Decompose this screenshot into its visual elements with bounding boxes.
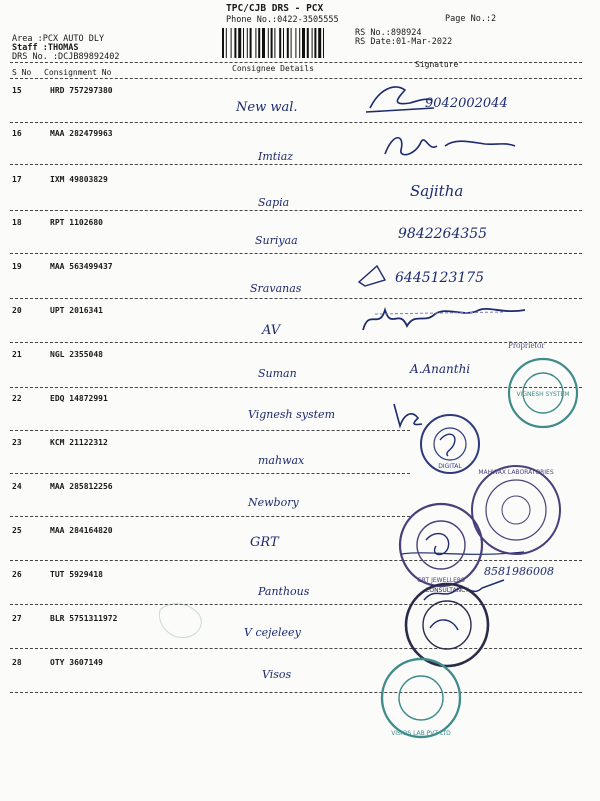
signature-16 <box>375 128 525 164</box>
row-sno: 18 <box>12 218 22 227</box>
row-signature-text: 6445123175 <box>395 270 485 286</box>
sheet-title: TPC/CJB DRS - PCX <box>226 3 324 14</box>
row-consignment: MAA 285812256 <box>50 482 113 491</box>
row-divider <box>10 342 582 343</box>
page-number: Page No.:2 <box>445 14 497 24</box>
col-consignment: Consignment No <box>44 68 112 77</box>
row-divider <box>10 516 410 517</box>
row-divider <box>10 387 582 388</box>
grt-stamp <box>396 500 486 590</box>
row-divider <box>10 430 410 431</box>
row-consignment: HRD 757297380 <box>50 86 113 95</box>
rs-date: RS Date:01-Mar-2022 <box>355 37 453 47</box>
row-consignment: IXM 49803829 <box>50 175 108 184</box>
row-sno: 25 <box>12 526 22 535</box>
visios-lab-stamp <box>378 655 464 741</box>
row-sno: 21 <box>12 350 22 359</box>
row-sno: 16 <box>12 129 22 138</box>
phone-number: Phone No.:0422-3505555 <box>226 15 339 25</box>
row-divider <box>10 164 582 165</box>
row-signature-text: Sajitha <box>410 182 464 200</box>
col-sno: S No <box>12 68 32 77</box>
row-consignment: BLR 5751311972 <box>50 614 118 623</box>
row-divider <box>10 122 582 123</box>
consultancy-stamp-text: CONSULTANCY <box>425 587 469 594</box>
row-consignment: KCM 21122312 <box>50 438 108 447</box>
row-divider <box>10 210 582 211</box>
row-consignee-name: Suriyaa <box>255 234 298 247</box>
row-consignment: OTY 3607149 <box>50 658 103 667</box>
visios-stamp-text: VISIOS LAB PVT LTD <box>391 730 451 737</box>
row-consignee-name: Sapia <box>258 196 290 209</box>
row-consignment: UPT 2016341 <box>50 306 103 315</box>
row-consignee-name: Panthous <box>258 585 310 598</box>
row-consignee-name: GRT <box>250 535 279 550</box>
row-consignment: MAA 282479963 <box>50 129 113 138</box>
row-signature-text: 9842264355 <box>398 226 488 242</box>
digital-stamp-text: DIGITAL <box>438 463 462 470</box>
row-consignment: EDQ 14872991 <box>50 394 108 403</box>
row-consignment: NGL 2355048 <box>50 350 103 359</box>
row-consignee-name: Vignesh system <box>248 408 335 421</box>
row-sno: 15 <box>12 86 22 95</box>
col-consignee: Consignee Details <box>232 64 314 73</box>
row-consignee-name: Sravanas <box>250 282 302 295</box>
row-consignee-name: AV <box>262 323 281 338</box>
row-divider <box>10 692 582 693</box>
row-consignee-name: Newbory <box>248 496 299 509</box>
row-signature-text: 8581986008 <box>484 565 554 578</box>
row-sno: 26 <box>12 570 22 579</box>
row-divider <box>10 253 582 254</box>
row-consignee-name: Imtiaz <box>258 150 294 163</box>
row-sno: 19 <box>12 262 22 271</box>
row-consignee-name: mahwax <box>258 454 305 467</box>
barcode-graphic <box>222 28 350 58</box>
row-consignment: MAA 563499437 <box>50 262 113 271</box>
staff-label: Staff : <box>12 43 48 53</box>
signature-20 <box>355 300 535 340</box>
row-consignee-name: Suman <box>258 367 297 380</box>
row-consignee-name: Visos <box>262 668 292 681</box>
area-label: Area :PCX AUTO DLY <box>12 34 105 44</box>
row-consignment: TUT 5929418 <box>50 570 103 579</box>
row-consignment: MAA 284164820 <box>50 526 113 535</box>
row-divider <box>10 560 582 561</box>
faint-stamp-smudge <box>150 590 220 650</box>
row-consignee-name: New wal. <box>236 100 298 115</box>
grt-stamp-text: GRT JEWELLERS <box>417 577 465 584</box>
row-sno: 17 <box>12 175 22 184</box>
row-signature-text: A.Ananthi <box>410 362 471 376</box>
vignesh-stamp-text: VIGNESH SYSTEM <box>516 391 570 398</box>
proprietor-stamp-text: Proprietor <box>508 340 545 350</box>
vignesh-system-stamp <box>505 355 581 431</box>
header-divider <box>10 62 582 63</box>
column-divider <box>10 78 582 79</box>
mahwax-stamp-text: MAHWAX LABORATORIES <box>478 469 554 476</box>
row-sno: 28 <box>12 658 22 667</box>
row-signature-text: 9042002044 <box>425 96 508 111</box>
barcode <box>222 28 350 58</box>
row-divider <box>10 473 410 474</box>
signature-15 <box>360 78 440 120</box>
col-signature: Signature <box>415 60 459 69</box>
row-divider <box>10 648 582 649</box>
row-consignee-name: V cejeleey <box>244 626 301 639</box>
row-sno: 27 <box>12 614 22 623</box>
row-consignment: RPT 1102680 <box>50 218 103 227</box>
drs-number: DRS No. :DCJB89892402 <box>12 52 120 62</box>
signature-19-mark <box>355 262 395 292</box>
row-sno: 22 <box>12 394 22 403</box>
row-sno: 20 <box>12 306 22 315</box>
row-sno: 24 <box>12 482 22 491</box>
rs-number: RS No.:898924 <box>355 28 422 38</box>
row-divider <box>10 298 582 299</box>
row-sno: 23 <box>12 438 22 447</box>
staff-name: THOMAS <box>47 43 79 53</box>
